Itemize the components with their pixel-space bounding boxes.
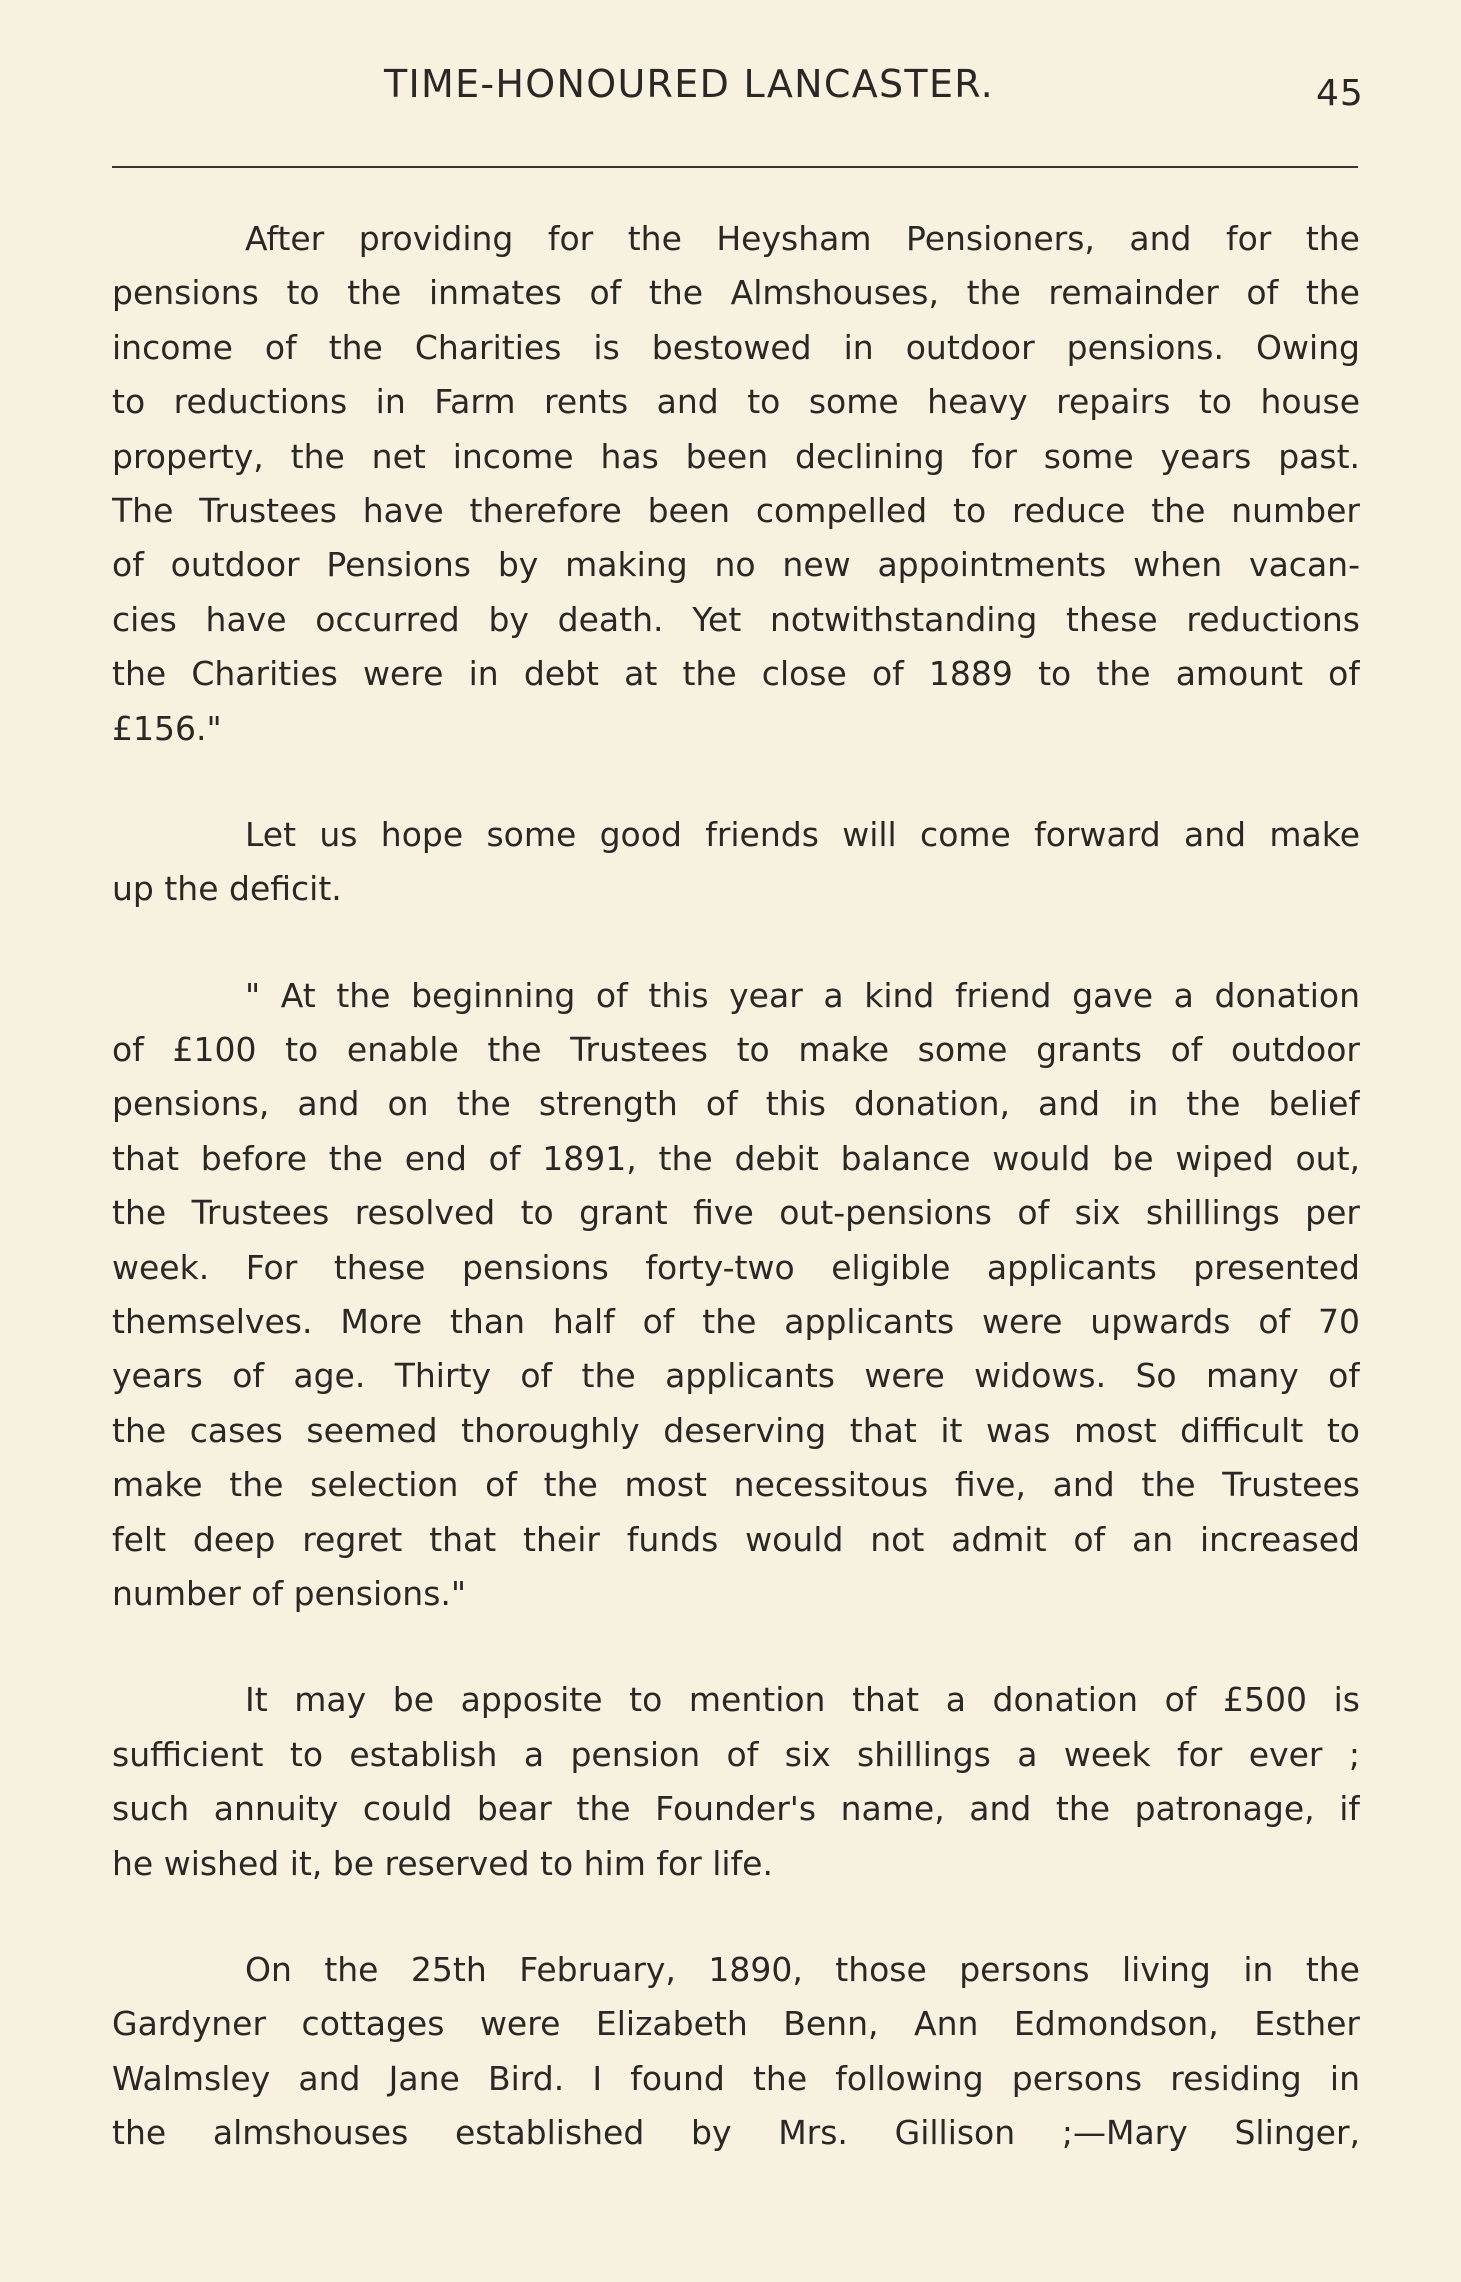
text-line: the Charities were in debt at the close of 1889 to the amount of — [112, 654, 1360, 694]
body-text — [112, 212, 1360, 2161]
text-line: Gardyner cottages were Elizabeth Benn, Ann Edmondson, Esther — [112, 2004, 1360, 2044]
text-line: week. For these pensions forty-two eligible applicants presented — [112, 1247, 1360, 1287]
text-line: On the 25th February, 1890, those persons living in the — [245, 1949, 1360, 1989]
text-line: make the selection of the most necessitous five, and the Trustees — [112, 1465, 1360, 1505]
paragraph-3 — [112, 969, 1360, 1622]
text-line: Walmsley and Jane Bird. I found the following persons residing in — [112, 2058, 1360, 2098]
text-line: pensions to the inmates of the Almshouses, the remainder of the — [112, 273, 1360, 313]
text-line: sufficient to establish a pension of six shillings a week for ever ; — [112, 1734, 1360, 1774]
text-line: number of pensions." — [112, 1573, 467, 1613]
text-line: The Trustees have therefore been compelled to reduce the number — [112, 490, 1360, 530]
text-line: to reductions in Farm rents and to some heavy repairs to house — [112, 382, 1360, 422]
text-line: cies have occurred by death. Yet notwithstanding these reductions — [112, 599, 1360, 639]
text-line: he wished it, be reserved to him for life. — [112, 1843, 773, 1883]
text-line: of outdoor Pensions by making no new appointments when vacan- — [112, 545, 1360, 585]
running-head — [0, 58, 1461, 118]
paragraph-2 — [112, 808, 1360, 917]
text-line: After providing for the Heysham Pensioners, and for the — [245, 219, 1360, 258]
paragraph-gap — [112, 1621, 1360, 1673]
paragraph-gap — [112, 1891, 1360, 1943]
text-line: of £100 to enable the Trustees to make some grants of outdoor — [112, 1030, 1360, 1070]
running-title: TIME-HONOURED LANCASTER. — [384, 62, 994, 106]
text-line: It may be apposite to mention that a donation of £500 is — [245, 1680, 1360, 1720]
text-line: up the deficit. — [112, 869, 342, 909]
header-rule — [112, 166, 1358, 168]
text-line: the almshouses established by Mrs. Gillison ;—Mary Slinger, — [112, 2113, 1360, 2153]
paragraph-gap — [112, 917, 1360, 969]
text-line: Let us hope some good friends will come forward and make — [245, 814, 1360, 854]
text-line: property, the net income has been declining for some years past. — [112, 436, 1360, 476]
paragraph-1 — [112, 212, 1360, 756]
paragraph-5 — [112, 1943, 1360, 2161]
text-line: that before the end of 1891, the debit balance would be wiped out, — [112, 1138, 1360, 1178]
text-line: the Trustees resolved to grant five out-pensions of six shillings per — [112, 1193, 1360, 1233]
text-line: pensions, and on the strength of this donation, and in the belief — [112, 1084, 1360, 1124]
text-line: years of age. Thirty of the applicants were widows. So many of — [112, 1356, 1360, 1396]
text-line: £156." — [112, 708, 222, 748]
text-line: the cases seemed thoroughly deserving that it was most difficult to — [112, 1410, 1360, 1450]
page-number: 45 — [1316, 73, 1364, 114]
text-line: such annuity could bear the Founder's name, and the patronage, if — [112, 1789, 1360, 1829]
paragraph-gap — [112, 756, 1360, 808]
paragraph-4 — [112, 1673, 1360, 1891]
text-line: income of the Charities is bestowed in outdoor pensions. Owing — [112, 327, 1360, 367]
text-line: " At the beginning of this year a kind friend gave a donation — [245, 975, 1360, 1015]
text-line: themselves. More than half of the applicants were upwards of 70 — [112, 1302, 1360, 1342]
text-line: felt deep regret that their funds would not admit of an increased — [112, 1519, 1360, 1559]
